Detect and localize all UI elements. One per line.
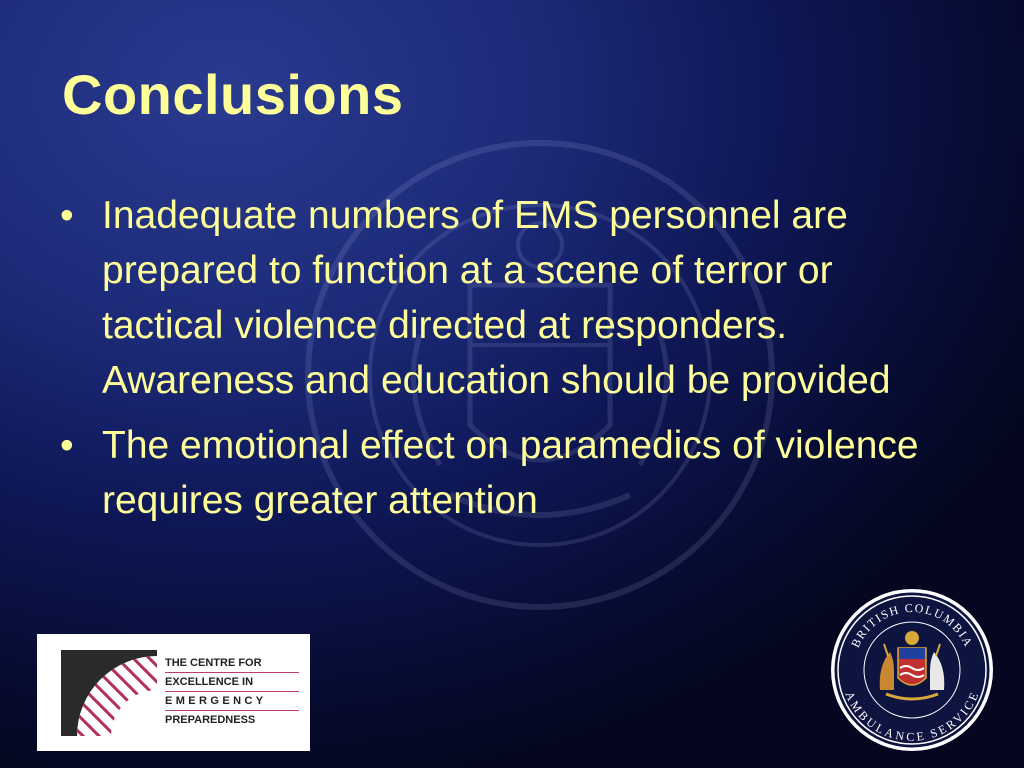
bullet-item (60, 188, 920, 408)
slide-title: Conclusions (62, 63, 404, 126)
bcas-seal-logo (828, 586, 996, 754)
bullet-text: Inadequate numbers of EMS personnel are prepared to function at a scene of terror or tactical violence directed at responders. Awareness and education should be provided (102, 194, 891, 402)
cefep-emblem-icon (61, 650, 157, 736)
bullet-list (60, 188, 920, 538)
cefep-logo (37, 634, 310, 751)
bullet-item (60, 418, 920, 528)
cefep-line: THE CENTRE FOR (165, 654, 299, 673)
cefep-line: EXCELLENCE IN (165, 673, 299, 692)
seal-bottom-text: AMBULANCE SERVICE (842, 689, 982, 744)
cefep-wordmark (165, 654, 299, 729)
seal-top-text: BRITISH COLUMBIA (848, 600, 976, 650)
cefep-line: EMERGENCY (165, 692, 299, 711)
cefep-line: PREPAREDNESS (165, 714, 256, 726)
bullet-text: The emotional effect on paramedics of violence requires greater attention (102, 424, 919, 522)
bullet-marker: • (60, 424, 74, 467)
bullet-marker: • (60, 194, 74, 237)
